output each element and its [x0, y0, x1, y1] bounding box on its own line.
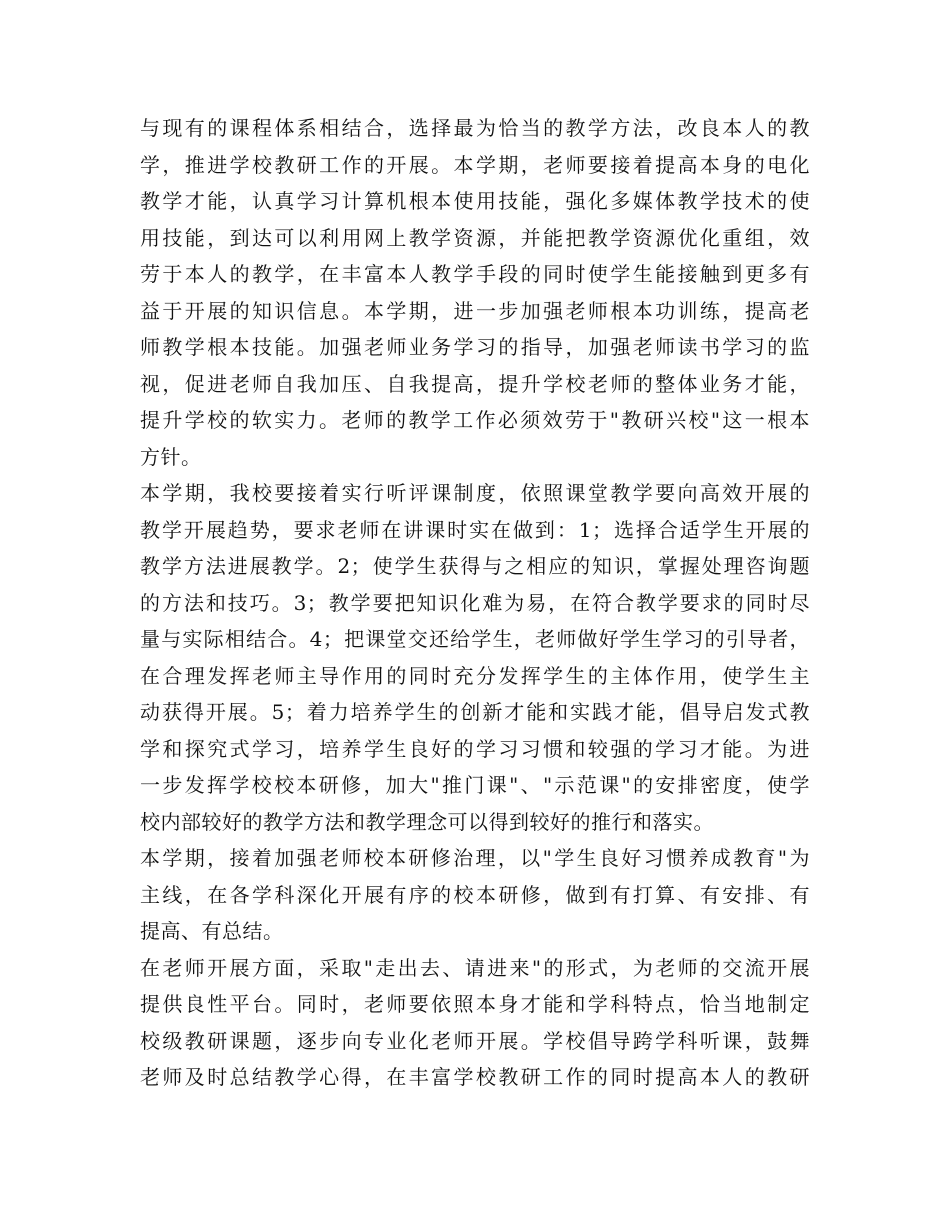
- text-line: 本学期，我校要接着实行听评课制度，依照课堂教学要向高效开展的: [140, 481, 810, 505]
- text-line: 校级教研课题，逐步向专业化老师开展。学校倡导跨学科听课，鼓舞: [140, 1028, 810, 1053]
- text-line: 学，推进学校教研工作的开展。本学期，老师要接着提高本身的电化: [140, 152, 810, 177]
- text-line: 主线，在各学科深化开展有序的校本研修，做到有打算、有安排、有: [140, 882, 810, 907]
- text-line: 量与实际相结合。4；把课堂交还给学生，老师做好学生学习的引导者，: [140, 627, 810, 651]
- text-line: 校内部较好的教学方法和教学理念可以得到较好的推行和落实。: [140, 809, 714, 834]
- paragraph-4: [140, 950, 810, 1096]
- text-line: 视，促进老师自我加压、自我提高，提升学校老师的整体业务才能，: [140, 371, 810, 396]
- text-line: 学和探究式学习，培养学生良好的学习习惯和较强的学习才能。为进: [140, 736, 810, 761]
- text-line: 提高、有总结。: [140, 919, 284, 943]
- text-line: 一步发挥学校校本研修，加大"推门课"、"示范课"的安排密度，使学: [140, 773, 810, 797]
- paragraph-3: [140, 840, 810, 950]
- text-line: 老师及时总结教学心得，在丰富学校教研工作的同时提高本人的教研: [140, 1065, 810, 1089]
- text-line: 教学开展趋势，要求老师在讲课时实在做到：1；选择合适学生开展的: [140, 517, 810, 542]
- text-line: 的方法和技巧。3；教学要把知识化难为易，在符合教学要求的同时尽: [140, 590, 810, 615]
- text-line: 教学才能，认真学习计算机根本使用技能，强化多媒体教学技术的使: [140, 189, 810, 213]
- text-line: 在老师开展方面，采取"走出去、请进来"的形式，为老师的交流开展: [140, 955, 810, 980]
- text-line: 提升学校的软实力。老师的教学工作必须效劳于"教研兴校"这一根本: [140, 408, 810, 432]
- text-line: 与现有的课程体系相结合，选择最为恰当的教学方法，改良本人的教: [140, 116, 810, 140]
- paragraph-2: [140, 475, 810, 840]
- text-line: 益于开展的知识信息。本学期，进一步加强老师根本功训练，提高老: [140, 298, 810, 323]
- paragraph-1: [140, 110, 810, 475]
- text-line: 方针。: [140, 444, 202, 469]
- text-line: 本学期，接着加强老师校本研修治理，以"学生良好习惯养成教育"为: [140, 846, 810, 870]
- text-line: 劳于本人的教学，在丰富本人教学手段的同时使学生能接触到更多有: [140, 262, 810, 286]
- text-line: 用技能，到达可以利用网上教学资源，并能把教学资源优化重组，效: [140, 225, 810, 250]
- text-line: 师教学根本技能。加强老师业务学习的指导，加强老师读书学习的监: [140, 335, 810, 359]
- text-line: 教学方法进展教学。2；使学生获得与之相应的知识，掌握处理咨询题: [140, 554, 810, 578]
- text-line: 动获得开展。5；着力培养学生的创新才能和实践才能，倡导启发式教: [140, 700, 810, 724]
- text-line: 在合理发挥老师主导作用的同时充分发挥学生的主体作用，使学生主: [140, 663, 810, 688]
- text-line: 提供良性平台。同时，老师要依照本身才能和学科特点，恰当地制定: [140, 992, 810, 1016]
